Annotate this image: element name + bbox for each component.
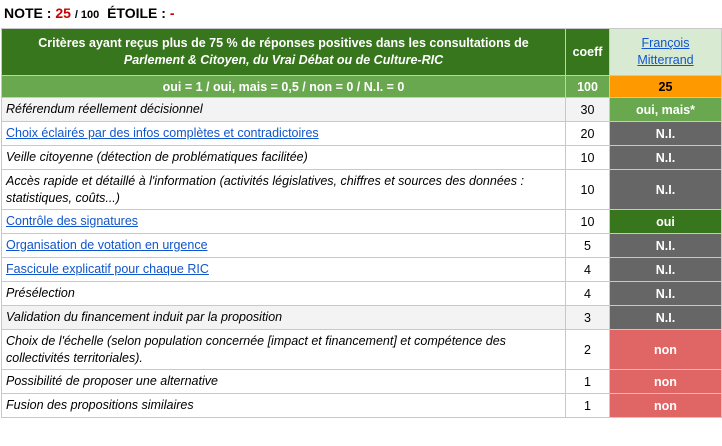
score-summary: NOTE : 25 / 100 ÉTOILE : - bbox=[4, 5, 175, 21]
note-value: 25 bbox=[55, 5, 71, 21]
criterion-value: N.I. bbox=[610, 122, 722, 146]
table-row bbox=[2, 122, 722, 146]
criterion-coeff: 3 bbox=[566, 306, 610, 330]
etoile-label: ÉTOILE bbox=[107, 5, 158, 21]
table-row bbox=[2, 394, 722, 418]
criterion-label: Veille citoyenne (détection de problématiques facilitée) bbox=[2, 146, 566, 170]
criterion-value: N.I. bbox=[610, 170, 722, 210]
criterion-coeff: 1 bbox=[566, 370, 610, 394]
criterion-label[interactable] bbox=[2, 258, 566, 282]
criterion-coeff: 2 bbox=[566, 330, 610, 370]
criterion-value: oui, mais* bbox=[610, 98, 722, 122]
table-row bbox=[2, 330, 722, 370]
table-row bbox=[2, 370, 722, 394]
criterion-label: Fusion des propositions similaires bbox=[2, 394, 566, 418]
table-header-row bbox=[2, 29, 722, 76]
criterion-value: N.I. bbox=[610, 234, 722, 258]
criterion-label: Accès rapide et détaillé à l'information (activités législatives, chiffres et sources des données : statistiques, coûts...) bbox=[2, 170, 566, 210]
criteria-header bbox=[2, 29, 566, 76]
table-row bbox=[2, 282, 722, 306]
scoring-legend: oui = 1 / oui, mais = 0,5 / non = 0 / N.I. = 0 bbox=[2, 76, 566, 98]
criterion-label[interactable] bbox=[2, 122, 566, 146]
criterion-coeff: 20 bbox=[566, 122, 610, 146]
criterion-coeff: 5 bbox=[566, 234, 610, 258]
criterion-label[interactable] bbox=[2, 234, 566, 258]
criterion-value: non bbox=[610, 330, 722, 370]
criterion-coeff: 30 bbox=[566, 98, 610, 122]
criterion-coeff: 10 bbox=[566, 170, 610, 210]
criterion-value: oui bbox=[610, 210, 722, 234]
criterion-coeff: 4 bbox=[566, 282, 610, 306]
criterion-coeff: 4 bbox=[566, 258, 610, 282]
candidate-header[interactable] bbox=[610, 29, 722, 76]
coeff-header: coeff bbox=[566, 29, 610, 76]
criterion-coeff: 10 bbox=[566, 210, 610, 234]
criterion-value: N.I. bbox=[610, 146, 722, 170]
table-row bbox=[2, 258, 722, 282]
criterion-value: N.I. bbox=[610, 282, 722, 306]
criterion-coeff: 10 bbox=[566, 146, 610, 170]
criterion-label: Présélection bbox=[2, 282, 566, 306]
table-row bbox=[2, 306, 722, 330]
table-row bbox=[2, 234, 722, 258]
note-label: NOTE bbox=[4, 5, 43, 21]
criteria-header-line1: Critères ayant reçus plus de 75 % de réponses positives dans les consultations de bbox=[38, 36, 529, 50]
criterion-value: N.I. bbox=[610, 306, 722, 330]
criterion-label[interactable] bbox=[2, 210, 566, 234]
criterion-label: Validation du financement induit par la proposition bbox=[2, 306, 566, 330]
total-score: 25 bbox=[610, 76, 722, 98]
table-row bbox=[2, 146, 722, 170]
criterion-link[interactable]: Contrôle des signatures bbox=[6, 214, 139, 228]
legend-row bbox=[2, 76, 722, 98]
criterion-label: Choix de l'échelle (selon population concernée [impact et financement] et compétence des collectivités territoriales). bbox=[2, 330, 566, 370]
table-row bbox=[2, 98, 722, 122]
criterion-coeff: 1 bbox=[566, 394, 610, 418]
criterion-link[interactable]: Choix éclairés par des infos complètes et contradictoires bbox=[6, 126, 319, 140]
criterion-value: N.I. bbox=[610, 258, 722, 282]
criterion-link[interactable]: Fascicule explicatif pour chaque RIC bbox=[6, 262, 209, 276]
total-coeff: 100 bbox=[566, 76, 610, 98]
candidate-link-last[interactable]: Mitterrand bbox=[637, 53, 694, 67]
criterion-value: non bbox=[610, 394, 722, 418]
etoile-value: - bbox=[169, 5, 175, 21]
note-max: / 100 bbox=[74, 9, 100, 21]
table-row bbox=[2, 210, 722, 234]
table-row bbox=[2, 170, 722, 210]
criterion-label: Possibilité de proposer une alternative bbox=[2, 370, 566, 394]
candidate-link-first[interactable]: François bbox=[641, 36, 690, 50]
criteria-header-line2: Parlement & Citoyen, du Vrai Débat ou de Culture-RIC bbox=[123, 53, 444, 67]
criterion-label: Référendum réellement décisionnel bbox=[2, 98, 566, 122]
criteria-table bbox=[1, 28, 722, 418]
criterion-link[interactable]: Organisation de votation en urgence bbox=[6, 238, 208, 252]
criterion-value: non bbox=[610, 370, 722, 394]
